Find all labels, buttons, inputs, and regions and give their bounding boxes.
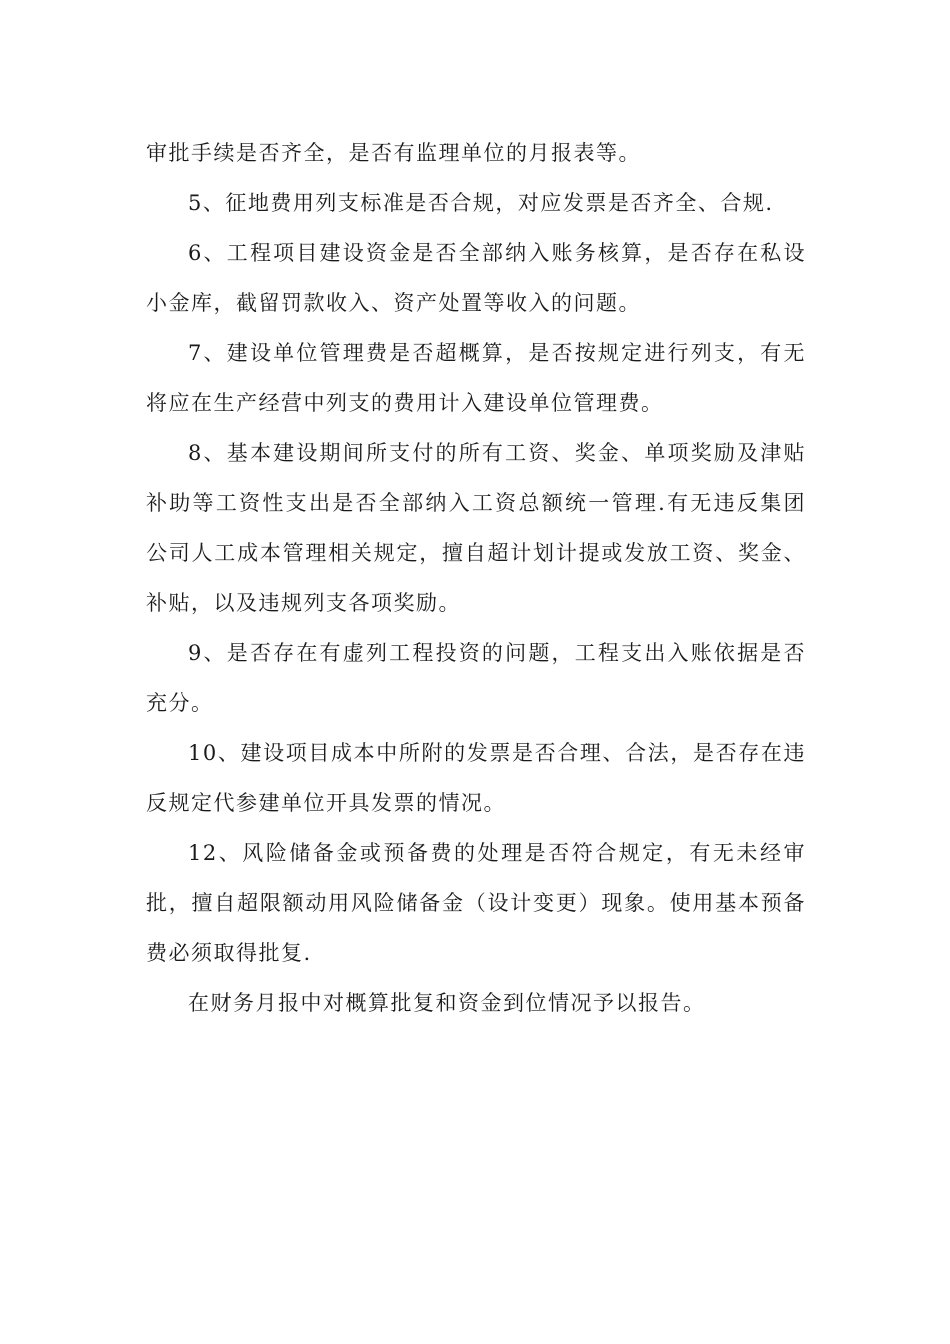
paragraph-item-5: 5、征地费用列支标准是否合规，对应发票是否齐全、合规. [188,191,774,215]
paragraph-item-10: 10、建设项目成本中所附的发票是否合理、合法，是否存在违反规定代参建单位开具发票的情况。 [146,741,806,815]
paragraph-item-12: 12、风险储备金或预备费的处理是否符合规定，有无未经审批，擅自超限额动用风险储备金（设计变更）现象。使用基本预备费必须取得批复. [146,841,806,965]
paragraph-item-9: 9、是否存在有虚列工程投资的问题，工程支出入账依据是否充分。 [146,641,806,715]
body-text [146,128,806,1028]
paragraph-approval-procedures: 审批手续是否齐全，是否有监理单位的月报表等。 [146,141,641,165]
paragraph-item-8: 8、基本建设期间所支付的所有工资、奖金、单项奖励及津贴补助等工资性支出是否全部纳入工资总额统一管理.有无违反集团公司人工成本管理相关规定，擅自超计划计提或发放工资、奖金、补贴，以及违规列支各项奖励。 [146,441,806,615]
paragraph-item-6: 6、工程项目建设资金是否全部纳入账务核算，是否存在私设小金库，截留罚款收入、资产处置等收入的问题。 [146,241,806,315]
paragraph-item-7: 7、建设单位管理费是否超概算，是否按规定进行列支，有无将应在生产经营中列支的费用计入建设单位管理费。 [146,341,806,415]
paragraph-monthly-report: 在财务月报中对概算批复和资金到位情况予以报告。 [188,991,706,1015]
